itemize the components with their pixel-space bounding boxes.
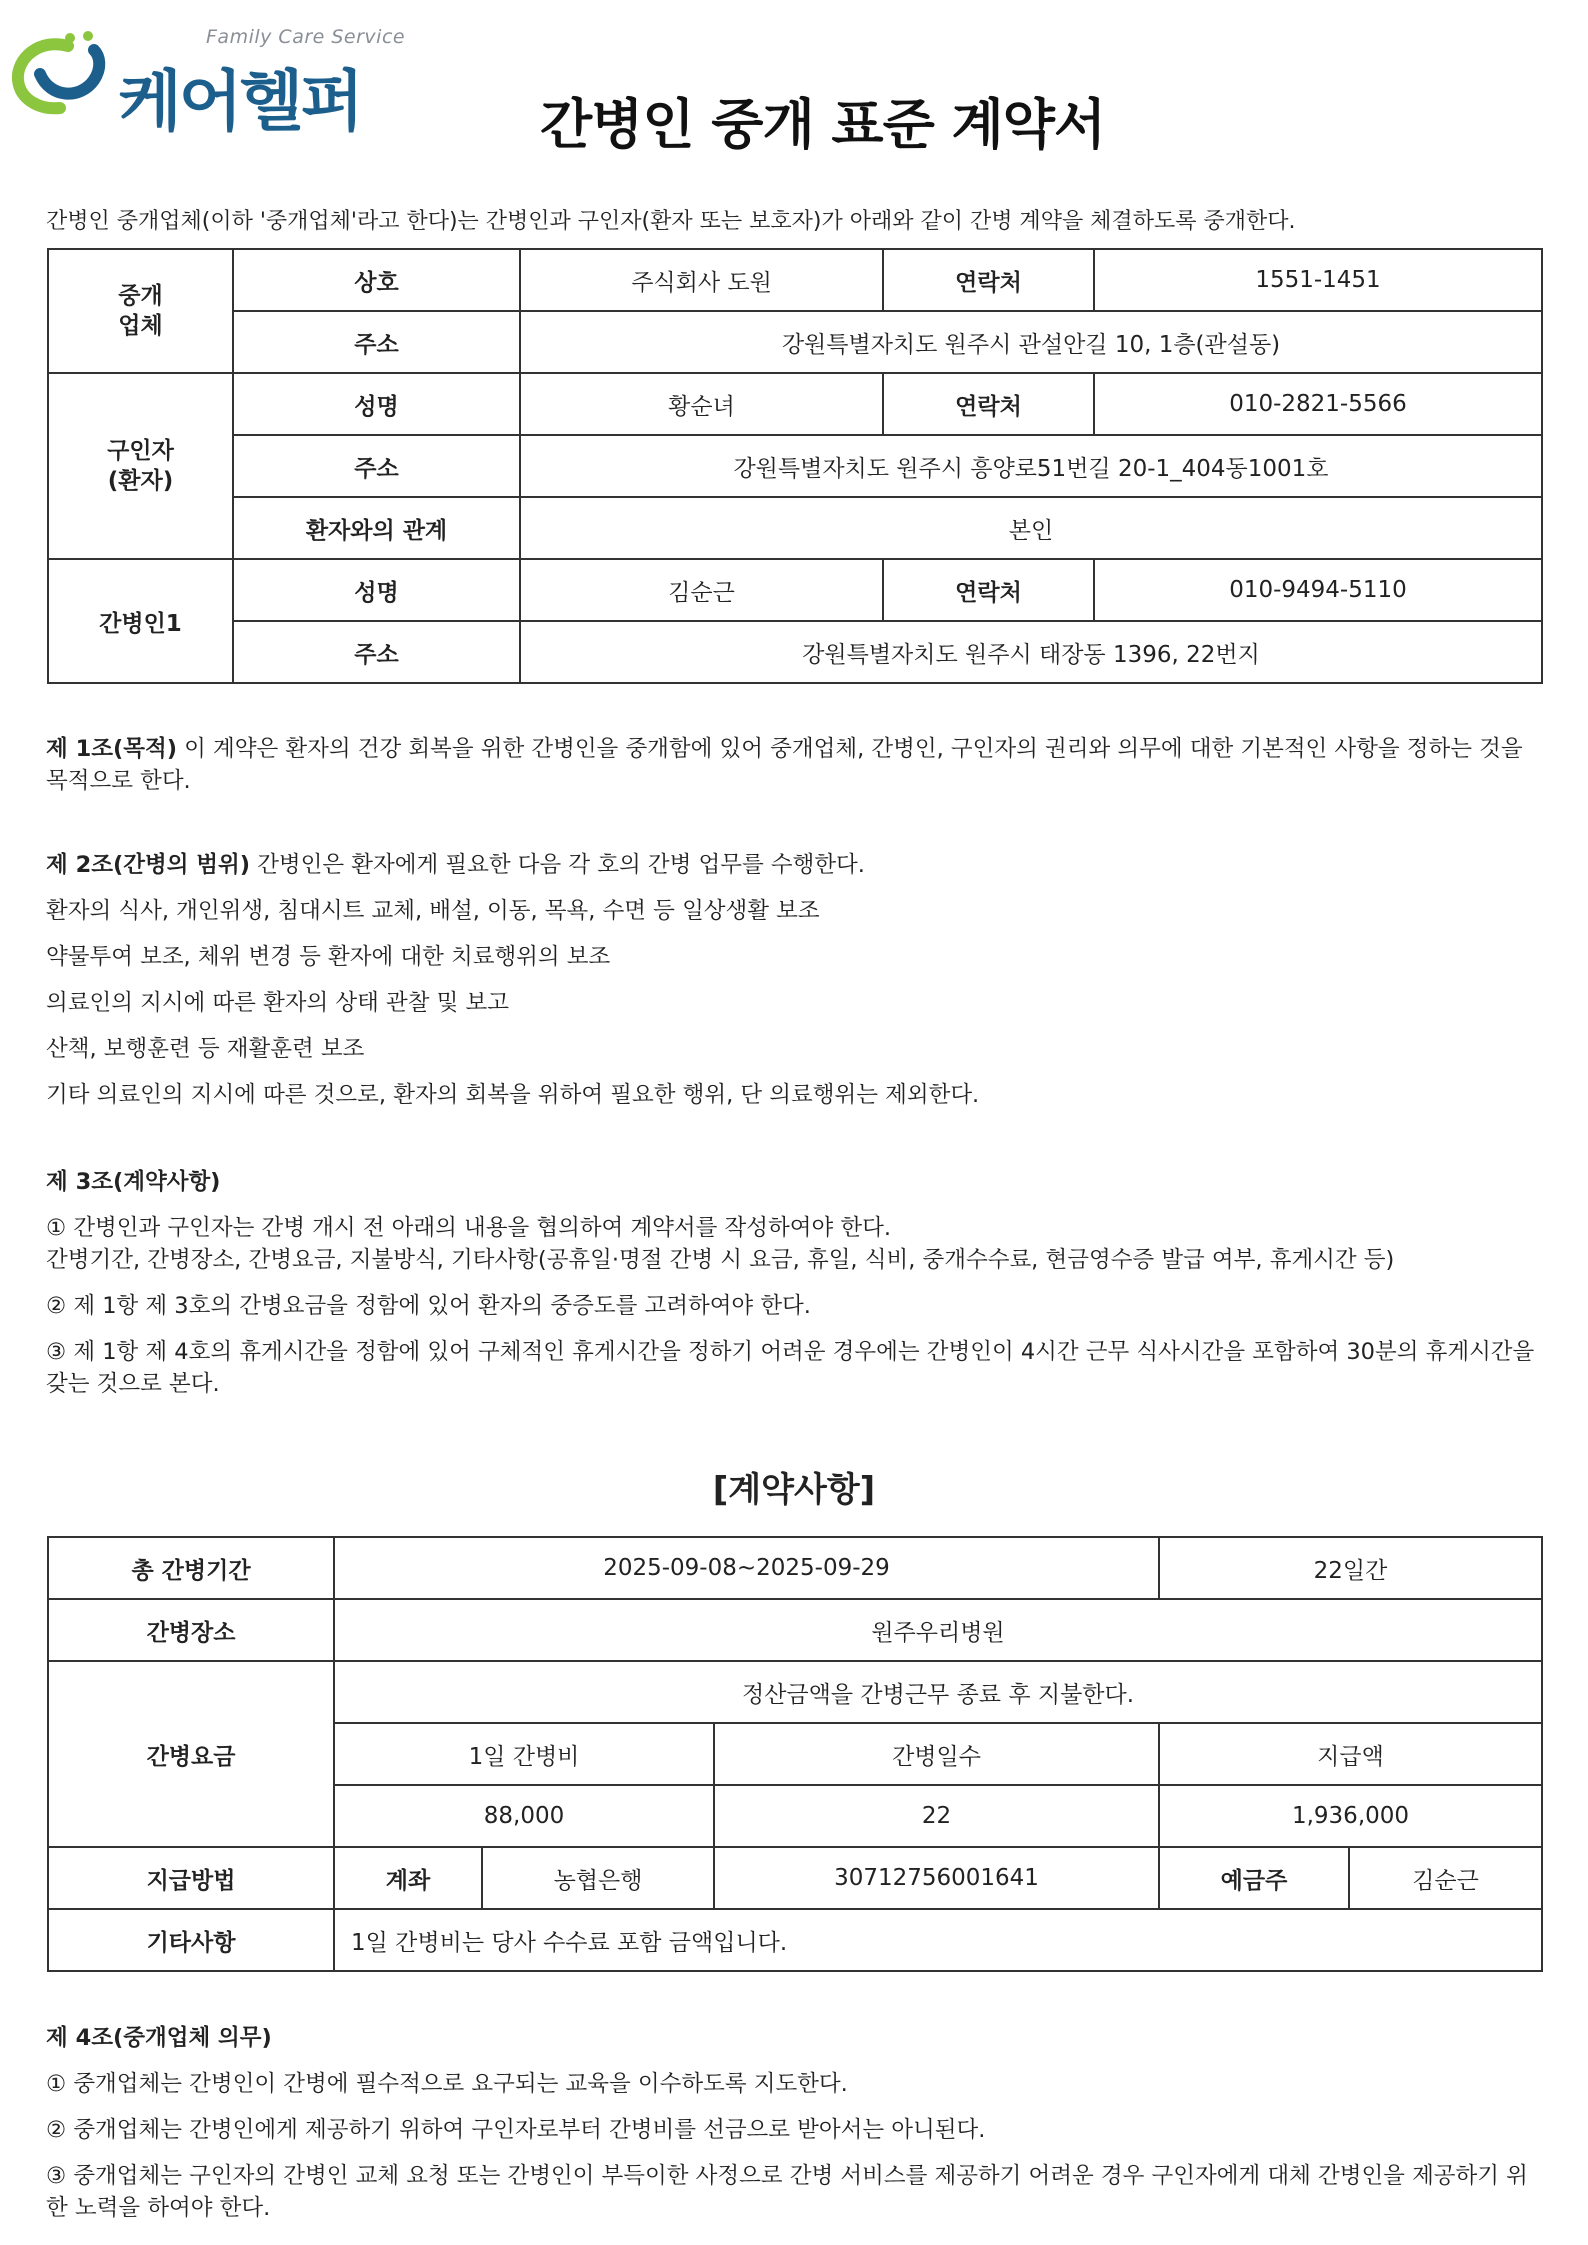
table-row bbox=[48, 1599, 1542, 1661]
day-count-value: 22 bbox=[714, 1785, 1159, 1847]
period-label: 총 간병기간 bbox=[48, 1537, 334, 1599]
table-row bbox=[48, 497, 1542, 559]
caregiver-address: 강원특별자치도 원주시 태장동 1396, 22번지 bbox=[520, 621, 1542, 683]
daily-fee-label: 1일 간병비 bbox=[334, 1723, 714, 1785]
article-3-para-1: ① 간병인과 구인자는 간병 개시 전 아래의 내용을 협의하여 계약서를 작성하여야 한다. bbox=[46, 1215, 891, 1241]
table-row bbox=[48, 621, 1542, 683]
article-4 bbox=[46, 2022, 1546, 2238]
caregiver-label: 간병인1 bbox=[48, 559, 233, 683]
article-3-para-3: ③ 제 1항 제 4호의 휴게시간을 정함에 있어 구체적인 휴게시간을 정하기 어려운 경우에는 간병인이 4시간 근무 식사시간을 포함하여 30분의 휴게시간을 갖는 것으로 본다. bbox=[46, 1339, 1535, 1397]
holder-name: 김순근 bbox=[1349, 1847, 1542, 1909]
caregiver-name: 김순근 bbox=[520, 559, 883, 621]
total-value: 1,936,000 bbox=[1159, 1785, 1542, 1847]
article-4-para-1: ① 중개업체는 간병인이 간병에 필수적으로 요구되는 교육을 이수하도록 지도한다. bbox=[46, 2071, 848, 2097]
table-row bbox=[48, 311, 1542, 373]
caregiver-phone: 010-9494-5110 bbox=[1094, 559, 1542, 621]
list-item: 기타 의료인의 지시에 따른 것으로, 환자의 회복을 위하여 필요한 행위, 단 의료행위는 제외한다. bbox=[46, 1082, 980, 1108]
table-row bbox=[48, 435, 1542, 497]
list-item: 환자의 식사, 개인위생, 침대시트 교체, 배설, 이동, 목욕, 수면 등 일상생활 보조 bbox=[46, 898, 820, 924]
article-4-para-3: ③ 중개업체는 구인자의 간병인 교체 요청 또는 간병인이 부득이한 사정으로 간병 서비스를 제공하기 어려운 경우 구인자에게 대체 간병인을 제공하기 위한 노력을 하여야 한다. bbox=[46, 2163, 1528, 2221]
client-relation-label: 환자와의 관계 bbox=[233, 497, 520, 559]
article-1-title: 제 1조(목적) bbox=[46, 736, 177, 762]
article-3-para-1b: 간병기간, 간병장소, 간병요금, 지불방식, 기타사항(공휴일·명절 간병 시 요금, 휴일, 식비, 중개수수료, 현금영수증 발급 여부, 휴게시간 등) bbox=[46, 1247, 1395, 1273]
day-count-label: 간병일수 bbox=[714, 1723, 1159, 1785]
article-2 bbox=[46, 849, 1546, 1125]
etc-value: 1일 간병비는 당사 수수료 포함 금액입니다. bbox=[334, 1909, 1542, 1971]
client-name: 황순녀 bbox=[520, 373, 883, 435]
company-logo bbox=[10, 22, 410, 140]
fee-label: 간병요금 bbox=[48, 1661, 334, 1847]
client-phone: 010-2821-5566 bbox=[1094, 373, 1542, 435]
contract-section-title: [계약사항] bbox=[712, 1470, 876, 1510]
daily-fee-value: 88,000 bbox=[334, 1785, 714, 1847]
client-address-label: 주소 bbox=[233, 435, 520, 497]
client-phone-label: 연락처 bbox=[883, 373, 1094, 435]
list-item: 산책, 보행훈련 등 재활훈련 보조 bbox=[46, 1036, 365, 1062]
caregiver-address-label: 주소 bbox=[233, 621, 520, 683]
article-1-text: 이 계약은 환자의 건강 회복을 위한 간병인을 중개함에 있어 중개업체, 간병인, 구인자의 권리와 의무에 대한 기본적인 사항을 정하는 것을 목적으로 한다. bbox=[46, 736, 1523, 794]
bank-name: 농협은행 bbox=[482, 1847, 714, 1909]
article-2-text: 간병인은 환자에게 필요한 다음 각 호의 간병 업무를 수행한다. bbox=[250, 852, 865, 878]
table-row bbox=[48, 373, 1542, 435]
article-2-title: 제 2조(간병의 범위) bbox=[46, 852, 251, 878]
article-4-title: 제 4조(중개업체 의무) bbox=[46, 2025, 272, 2051]
place-label: 간병장소 bbox=[48, 1599, 334, 1661]
account-number: 30712756001641 bbox=[714, 1847, 1159, 1909]
agency-phone: 1551-1451 bbox=[1094, 249, 1542, 311]
account-label: 계좌 bbox=[334, 1847, 482, 1909]
caregiver-name-label: 성명 bbox=[233, 559, 520, 621]
agency-address: 강원특별자치도 원주시 관설안길 10, 1층(관설동) bbox=[520, 311, 1542, 373]
agency-name-label: 상호 bbox=[233, 249, 520, 311]
fee-note: 정산금액을 간병근무 종료 후 지불한다. bbox=[334, 1661, 1542, 1723]
client-address: 강원특별자치도 원주시 흥양로51번길 20-1_404동1001호 bbox=[520, 435, 1542, 497]
client-label: 구인자 (환자) bbox=[48, 373, 233, 559]
agency-phone-label: 연락처 bbox=[883, 249, 1094, 311]
list-item: 약물투여 보조, 체위 변경 등 환자에 대한 치료행위의 보조 bbox=[46, 944, 611, 970]
agency-name: 주식회사 도원 bbox=[520, 249, 883, 311]
agency-label: 중개 업체 bbox=[48, 249, 233, 373]
logo-wordmark: 케어헬퍼 bbox=[118, 63, 362, 140]
document-title: 간병인 중개 표준 계약서 bbox=[540, 93, 1106, 156]
article-3 bbox=[46, 1166, 1546, 1414]
table-row bbox=[48, 1537, 1542, 1599]
article-3-title: 제 3조(계약사항) bbox=[46, 1169, 221, 1195]
logo-tagline: Family Care Service bbox=[206, 26, 406, 48]
contract-table bbox=[47, 1536, 1543, 1972]
period-value: 2025-09-08~2025-09-29 bbox=[334, 1537, 1159, 1599]
article-1 bbox=[46, 733, 1546, 797]
holder-label: 예금주 bbox=[1159, 1847, 1349, 1909]
table-row bbox=[48, 1909, 1542, 1971]
table-row bbox=[48, 1847, 1542, 1909]
table-row bbox=[48, 249, 1542, 311]
logo-mark-icon bbox=[10, 28, 110, 128]
client-name-label: 성명 bbox=[233, 373, 520, 435]
etc-label: 기타사항 bbox=[48, 1909, 334, 1971]
period-days: 22일간 bbox=[1159, 1537, 1542, 1599]
article-4-para-2: ② 중개업체는 간병인에게 제공하기 위하여 구인자로부터 간병비를 선금으로 받아서는 아니된다. bbox=[46, 2117, 986, 2143]
intro-text: 간병인 중개업체(이하 '중개업체'라고 한다)는 간병인과 구인자(환자 또는 보호자)가 아래와 같이 간병 계약을 체결하도록 중개한다. bbox=[46, 209, 1296, 234]
payment-label: 지급방법 bbox=[48, 1847, 334, 1909]
list-item: 의료인의 지시에 따른 환자의 상태 관찰 및 보고 bbox=[46, 990, 510, 1016]
client-relation: 본인 bbox=[520, 497, 1542, 559]
table-row bbox=[48, 559, 1542, 621]
place-value: 원주우리병원 bbox=[334, 1599, 1542, 1661]
total-label: 지급액 bbox=[1159, 1723, 1542, 1785]
agency-address-label: 주소 bbox=[233, 311, 520, 373]
article-3-para-2: ② 제 1항 제 3호의 간병요금을 정함에 있어 환자의 중증도를 고려하여야 한다. bbox=[46, 1293, 811, 1319]
table-row bbox=[48, 1661, 1542, 1723]
parties-table bbox=[47, 248, 1543, 684]
caregiver-phone-label: 연락처 bbox=[883, 559, 1094, 621]
